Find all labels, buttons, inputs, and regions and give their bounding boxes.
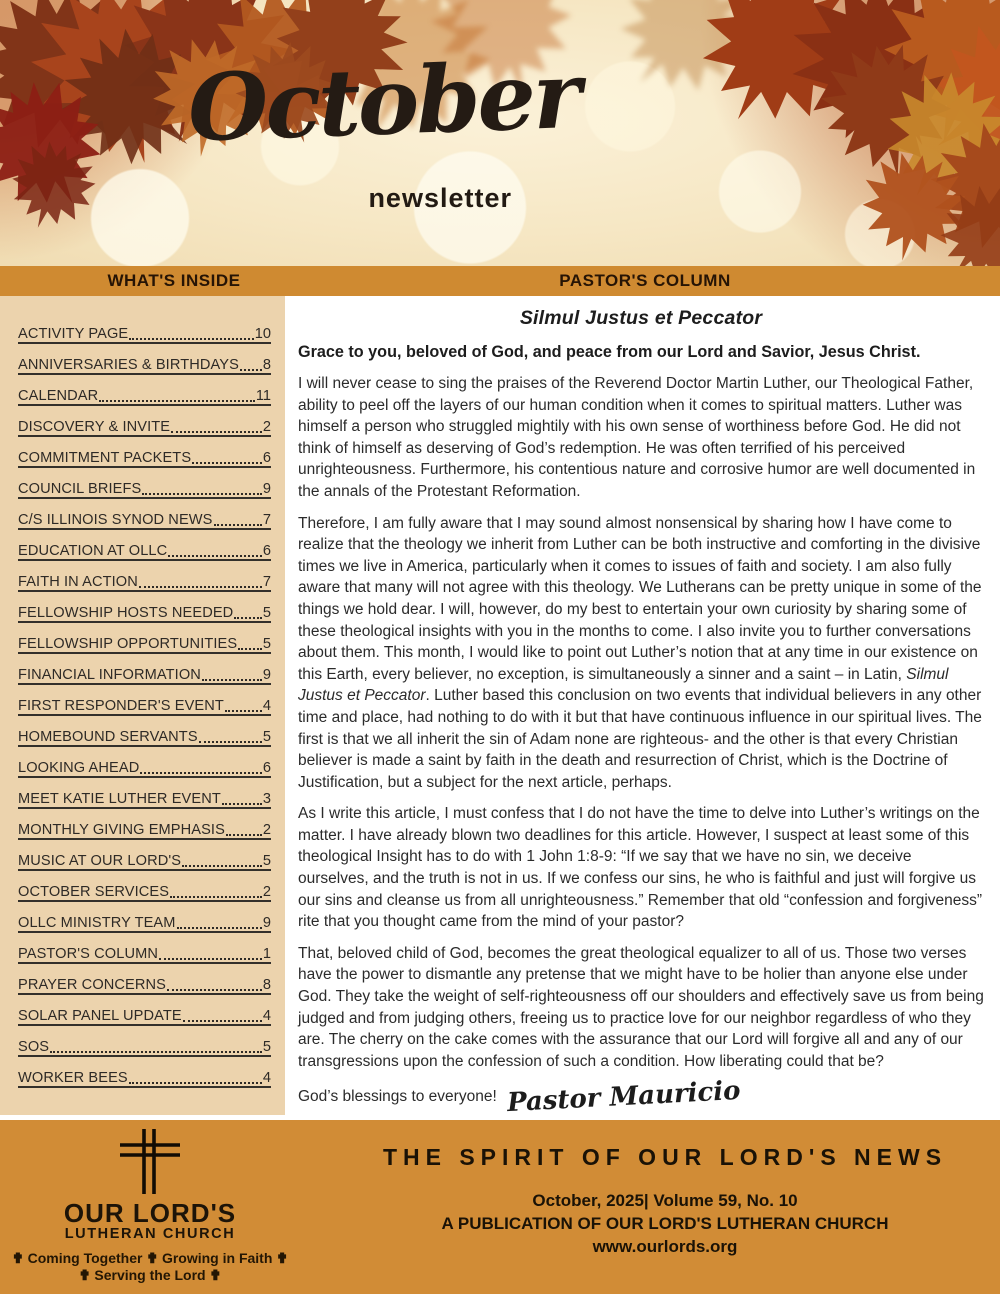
toc-entry[interactable] [18,571,271,592]
toc-entry[interactable] [18,323,271,344]
toc-entry-label: FELLOWSHIP OPPORTUNITIES [18,636,238,652]
church-taglines [0,1250,300,1284]
article-closing [298,1076,984,1119]
toc-entry-page: 7 [262,574,271,590]
toc-dot-leader [129,338,254,340]
toc-dot-leader [240,369,262,371]
toc-entry-page: 9 [262,481,271,497]
toc-entry-label: OCTOBER SERVICES [18,884,170,900]
toc-entry-label: OLLC MINISTRY TEAM [18,915,176,931]
toc-entry-page: 6 [262,450,271,466]
toc-entry-label: WORKER BEES [18,1070,128,1086]
toc-dot-leader [238,648,262,650]
toc-entry-page: 6 [262,543,271,559]
article-title: Silmul Justus et Peccator [519,307,763,329]
toc-dot-leader [159,958,262,960]
toc-entry-label: PRAYER CONCERNS [18,977,166,993]
toc-entry[interactable] [18,540,271,561]
toc-entry-page: 10 [254,326,271,342]
toc-entry-page: 2 [262,419,271,435]
toc-entry[interactable] [18,633,271,654]
toc-dot-leader [225,710,262,712]
church-name: OUR LORD'S [63,1198,237,1228]
toc-entry-page: 5 [262,636,271,652]
toc-dot-leader [129,1082,262,1084]
toc-entry-label: EDUCATION AT OLLC [18,543,168,559]
toc-dot-leader [226,834,262,836]
toc-entry-label: MEET KATIE LUTHER EVENT [18,791,221,807]
toc-dot-leader [99,400,255,402]
toc-entry-label: COUNCIL BRIEFS [18,481,142,497]
toc-dot-leader [234,617,262,619]
toc-dot-leader [183,1020,262,1022]
toc-entry-label: ANNIVERSARIES & BIRTHDAYS [18,357,239,373]
toc-entry-page: 3 [262,791,271,807]
toc-dot-leader [214,524,262,526]
toc-entry[interactable] [18,974,271,995]
toc-entry[interactable] [18,819,271,840]
toc-dot-leader [182,865,262,867]
toc-dot-leader [50,1051,262,1053]
footer-banner [0,1120,1000,1294]
toc-entry-label: FINANCIAL INFORMATION [18,667,201,683]
toc-entry-label: MONTHLY GIVING EMPHASIS [18,822,225,838]
toc-entry-page: 7 [262,512,271,528]
newsletter-masthead: THE SPIRIT OF OUR LORD'S NEWS [382,1144,948,1170]
toc-entry-page: 11 [255,388,271,404]
toc-dot-leader [142,493,262,495]
issue-line: October, 2025| Volume 59, No. 10 [532,1191,798,1210]
publication-line: A PUBLICATION OF OUR LORD'S LUTHERAN CHURCH [441,1214,889,1233]
toc-entry-page: 9 [262,667,271,683]
toc-entry-page: 8 [262,357,271,373]
tagline-line-2: ✟ Serving the Lord ✟ [78,1267,222,1283]
toc-entry[interactable] [18,1036,271,1057]
toc-entry[interactable] [18,726,271,747]
toc-entry[interactable] [18,602,271,623]
pastors-column-heading: PASTOR'S COLUMN [559,271,731,290]
toc-entry-page: 4 [262,1070,271,1086]
closing-blessing: God’s blessings to everyone! [298,1088,497,1106]
toc-entry-label: MUSIC AT OUR LORD'S [18,853,182,869]
toc-entry-page: 1 [262,946,271,962]
article-greeting: Grace to you, beloved of God, and peace from our Lord and Savior, Jesus Christ. [298,343,921,361]
toc-entry-page: 5 [262,853,271,869]
toc-entry-label: C/S ILLINOIS SYNOD NEWS [18,512,213,528]
toc-entry[interactable] [18,385,271,406]
toc-entry-label: CALENDAR [18,388,99,404]
toc-entry[interactable] [18,695,271,716]
toc-entry-label: FIRST RESPONDER'S EVENT [18,698,224,714]
section-banner [0,266,1000,296]
whats-inside-heading: WHAT'S INSIDE [107,271,241,290]
toc-entry[interactable] [18,664,271,685]
toc-entry-page: 6 [262,760,271,776]
double-cross-logo-icon [119,1128,181,1198]
toc-entry-page: 2 [262,822,271,838]
table-of-contents [0,296,285,1115]
toc-entry-label: ACTIVITY PAGE [18,326,129,342]
paragraph-2-text-cont: . Luther based this conclusion on two events that individual believers in any other time and place, had nothing to do with it but that have continuous influence in our spiritual lives. The first is that we all inherit the sin of Adam none are righteous- and the other is that every Christian believer is made a saint by faith in the death and resurrection of Christ, which is the Doctrine of Justification, but a subject for the next article, perhaps. [298,687,982,791]
toc-entry[interactable] [18,757,271,778]
toc-entry[interactable] [18,850,271,871]
publication-info-block [330,1144,1000,1258]
toc-dot-leader [170,896,262,898]
article-paragraph-4: That, beloved child of God, becomes the great theological equalizer to all of us. Those two verses have the power to dismantle any pretense that we might have to be holier than anyone else under God. They take the weight of self-righteousness off our shoulders and effectively save us from being judged and from judging others, freeing us to practice love for our neighbor regardless of who they are. The cherry on the cake comes with the assurance that our Lord will forgive all and any of our transgressions upon the confession of such a condition. How liberating could that be? [298,944,984,1070]
toc-entry-label: SOS [18,1039,50,1055]
toc-dot-leader [140,772,262,774]
church-subname: LUTHERAN CHURCH [64,1226,236,1242]
toc-entry[interactable] [18,912,271,933]
toc-entry-page: 5 [262,605,271,621]
toc-dot-leader [171,431,262,433]
article-paragraph-3: As I write this article, I must confess that I do not have the time to delve into Luther’s writings on the matter. I have already blown two deadlines for this article. However, I suspect at least some of this theological Insight has to do with 1 John 1:8-9: “If we say that we have no sin, we deceive ourselves, and the truth is not in us. If we confess our sins, he who is faithful and just will forgive us our sins and cleanse us from all unrighteousness.” Remember that old “confession and forgiveness” rite that you thought came from the mind of your pastor? [298,805,983,931]
newsletter-subtitle: newsletter [368,183,512,213]
article-paragraph-1: I will never cease to sing the praises of the Reverend Doctor Martin Luther, our Theological Father, ability to peel off the layers of our human condition when it comes to spiritual matters. Luther was himself a person who struggled mightily with his own sense of worthiness before God. He did not think of himself as deserving of God’s redemption. He was often terrified of his perceived unrighteousness. Furthermore, his contentious nature and corrosive humor are well documented in the annals of the Protestant Reformation. [298,375,976,500]
toc-dot-leader [202,679,262,681]
toc-dot-leader [192,462,262,464]
toc-entry-page: 4 [262,1008,271,1024]
month-title: October [186,40,581,163]
toc-entry[interactable] [18,509,271,530]
toc-entry[interactable] [18,354,271,375]
toc-entry-label: FELLOWSHIP HOSTS NEEDED [18,605,234,621]
tagline-line-1: ✟ Coming Together ✟ Growing in Faith ✟ [11,1250,289,1266]
latin-phrase-italic: Silmul Justus et Peccator [298,665,949,705]
toc-entry-label: FAITH IN ACTION [18,574,138,590]
toc-entry[interactable] [18,1005,271,1026]
toc-entry[interactable] [18,881,271,902]
toc-entry[interactable] [18,416,271,437]
toc-entry-label: PASTOR'S COLUMN [18,946,158,962]
toc-entry[interactable] [18,788,271,809]
toc-entry-page: 5 [262,1039,271,1055]
toc-entry-label: DISCOVERY & INVITE [18,419,171,435]
toc-entry-page: 9 [262,915,271,931]
issue-info [330,1189,1000,1258]
toc-dot-leader [177,927,262,929]
toc-entry[interactable] [18,1067,271,1088]
toc-entry-page: 5 [262,729,271,745]
toc-entry-page: 8 [262,977,271,993]
toc-dot-leader [199,741,262,743]
toc-dot-leader [139,586,262,588]
toc-dot-leader [168,555,262,557]
header-banner [0,0,1000,266]
article-paragraph-2 [298,513,984,794]
toc-entry[interactable] [18,478,271,499]
toc-dot-leader [167,989,262,991]
toc-entry[interactable] [18,943,271,964]
website-link[interactable]: www.ourlords.org [592,1237,738,1256]
pastors-column-article [290,296,1000,1119]
church-identity-block [0,1128,300,1284]
toc-entry-label: HOMEBOUND SERVANTS [18,729,198,745]
pastor-signature: Pastor Mauricio [506,1076,741,1119]
toc-entry-label: SOLAR PANEL UPDATE [18,1008,182,1024]
toc-dot-leader [222,803,262,805]
toc-entry-label: LOOKING AHEAD [18,760,140,776]
toc-entry[interactable] [18,447,271,468]
toc-entry-label: COMMITMENT PACKETS [18,450,192,466]
toc-entry-page: 2 [262,884,271,900]
paragraph-2-text: Therefore, I am fully aware that I may sound almost nonsensical by sharing how I have come to realize that the theology we inherit from Luther can be both instructive and comforting in the divisive times we live in America, particularly when it comes to issues of faith and society. I am also fully aware that many will not agree with this theology. We Lutherans can be pretty unique in some of the things we hold dear. I will, however, do my best to entertain your own curiosity by sharing some of these theological insights with you in the months to come. I also invite you to further conversations about them. This month, I would like to point out Luther’s notion that at any time in our existence on this Earth, every believer, no exception, is simultaneously a sinner and a saint – in Latin, [298,514,982,683]
toc-entry-page: 4 [262,698,271,714]
